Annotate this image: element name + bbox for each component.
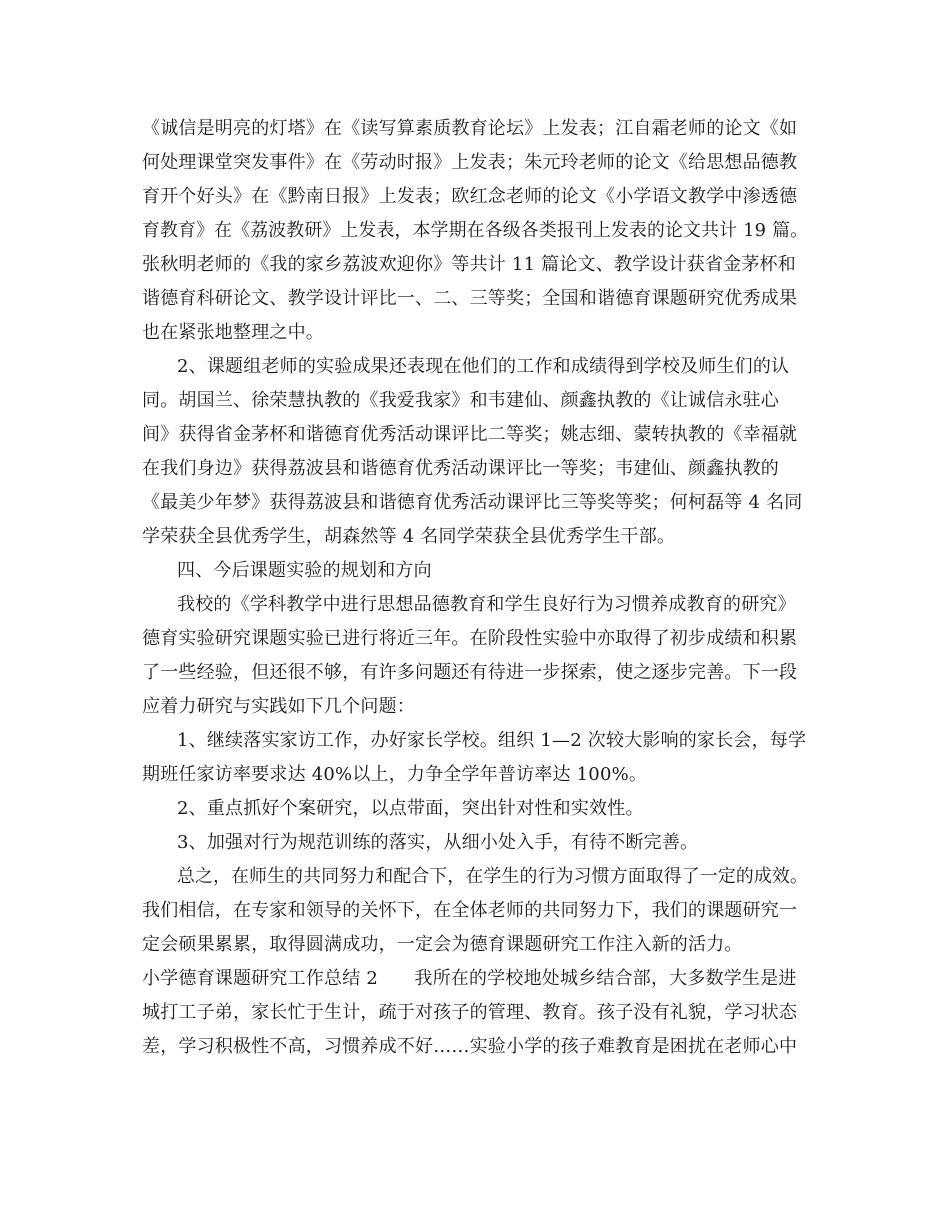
- text-line: 应着力研究与实践如下几个问题：: [142, 696, 415, 717]
- text-line: 了一些经验，但还很不够，有许多问题还有待进一步探索，使之逐步完善。下一段: [142, 662, 798, 683]
- paragraph-start-line: 1、继续落实家访工作，办好家长学校。组织 1—2 次较大影响的家长会，每学: [177, 730, 807, 751]
- text-line: 《诚信是明亮的灯塔》在《读写算素质教育论坛》上发表；江自霜老师的论文《如: [142, 118, 798, 139]
- text-line: 定会硕果累累，取得圆满成功，一定会为德育课题研究工作注入新的活力。: [142, 934, 743, 955]
- text-line: 在我们身边》获得荔波县和谐德育优秀活动课评比一等奖；韦建仙、颜鑫执教的: [142, 458, 779, 479]
- section-heading: 四、今后课题实验的规划和方向: [177, 560, 432, 581]
- text-line: 育开个好头》在《黔南日报》上发表；欧红念老师的论文《小学语文教学中渗透德: [142, 186, 798, 207]
- paragraph-start-line: 总之，在师生的共同努力和配合下，在学生的行为习惯方面取得了一定的成效。: [177, 866, 809, 887]
- paragraph-start-line: 2、重点抓好个案研究，以点带面，突出针对性和实效性。: [177, 798, 644, 819]
- text-line: 谐德育科研论文、教学设计评比一、二、三等奖；全国和谐德育课题研究优秀成果: [142, 288, 798, 309]
- text-line: 德育实验研究课题实验已进行将近三年。在阶段性实验中亦取得了初步成绩和积累: [142, 628, 798, 649]
- text-line: 城打工子弟，家长忙于生计，疏于对孩子的管理、教育。孩子没有礼貌，学习状态: [142, 1002, 798, 1023]
- paragraph-start-line: 2、课题组老师的实验成果还表现在他们的工作和成绩得到学校及师生们的认: [177, 356, 790, 377]
- text-line: 期班任家访率要求达 40%以上，力争全学年普访率达 100%。: [142, 764, 648, 785]
- text-line: 我们相信，在专家和领导的关怀下，在全体老师的共同努力下，我们的课题研究一: [142, 900, 798, 921]
- text-line: 何处理课堂突发事件》在《劳动时报》上发表；朱元玲老师的论文《给思想品德教: [142, 152, 798, 173]
- paragraph-start-line: 3、加强对行为规范训练的落实，从细小处入手，有待不断完善。: [177, 832, 699, 853]
- paragraph-start-line: 我校的《学科教学中进行思想品德教育和学生良好行为习惯养成教育的研究》: [177, 594, 796, 615]
- text-line: 同。胡国兰、徐荣慧执教的《我爱我家》和韦建仙、颜鑫执教的《让诚信永驻心: [142, 390, 779, 411]
- text-line: 学荣获全县优秀学生，胡森然等 4 名同学荣获全县优秀学生干部。: [142, 526, 676, 547]
- text-line: 间》获得省金茅杯和谐德育优秀活动课评比二等奖；姚志细、蒙转执教的《幸福就: [142, 424, 798, 445]
- text-line: 《最美少年梦》获得荔波县和谐德育优秀活动课评比三等奖等奖；何柯磊等 4 名同: [142, 492, 803, 513]
- text-line: 也在紧张地整理之中。: [142, 322, 324, 343]
- text-line: 张秋明老师的《我的家乡荔波欢迎你》等共计 11 篇论文、教学设计获省金茅杯和: [142, 254, 796, 275]
- text-line: 小学德育课题研究工作总结 2 我所在的学校地处城乡结合部，大多数学生是进: [142, 968, 797, 989]
- text-line: 育教育》在《荔波教研》上发表，本学期在各级各类报刊上发表的论文共计 19 篇。: [142, 220, 809, 241]
- text-line: 差，学习积极性不高，习惯养成不好……实验小学的孩子难教育是困扰在老师心中: [142, 1036, 798, 1057]
